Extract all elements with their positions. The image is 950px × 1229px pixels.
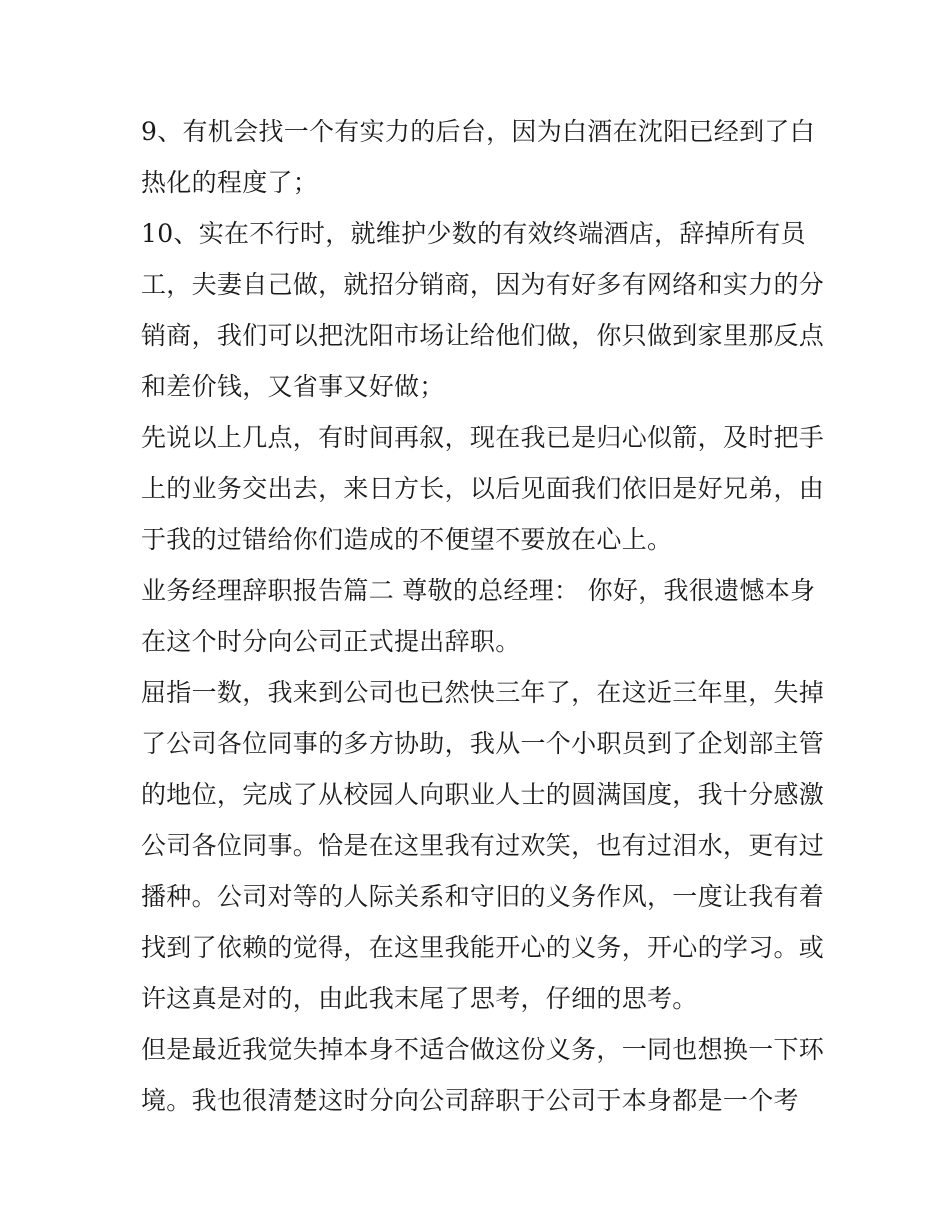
text-line: 10、实在不行时，就维护少数的有效终端酒店，辞掉所有员 <box>141 219 806 248</box>
text-line: 播种。公司对等的人际关系和守旧的义务作风，一度让我有着 <box>141 882 825 911</box>
text-line: 许这真是对的，由此我末尾了思考，仔细的思考。 <box>141 984 698 1013</box>
text-line: 于我的过错给你们造成的不便望不要放在心上。 <box>141 525 673 554</box>
text-line: 找到了依赖的觉得，在这里我能开心的义务，开心的学习。或 <box>141 933 825 962</box>
text-line: 和差价钱，又省事又好做； <box>141 372 445 401</box>
text-line: 9、有机会找一个有实力的后台，因为白酒在沈阳已经到了白 <box>141 117 816 146</box>
text-line: 屈指一数，我来到公司也已然快三年了，在这近三年里，失掉 <box>141 678 825 707</box>
text-line: 热化的程度了； <box>141 168 319 197</box>
document-body <box>141 106 825 1126</box>
text-line: 但是最近我觉失掉本身不适合做这份义务，一同也想换一下环 <box>141 1035 825 1064</box>
text-line: 先说以上几点，有时间再叙，现在我已是归心似箭，及时把手 <box>141 423 825 452</box>
text-line: 销商，我们可以把沈阳市场让给他们做，你只做到家里那反点 <box>141 321 825 350</box>
text-line: 了公司各位同事的多方协助，我从一个小职员到了企划部主管 <box>141 729 825 758</box>
text-line: 工，夫妻自己做，就招分销商，因为有好多有网络和实力的分 <box>141 270 825 299</box>
text-line: 境。我也很清楚这时分向公司辞职于公司于本身都是一个考 <box>141 1086 799 1115</box>
text-line: 业务经理辞职报告篇二 尊敬的总经理： 你好，我很遗憾本身 <box>141 576 816 605</box>
text-line: 公司各位同事。恰是在这里我有过欢笑，也有过泪水，更有过 <box>141 831 825 860</box>
text-line: 的地位，完成了从校园人向职业人士的圆满国度，我十分感激 <box>141 780 825 809</box>
text-line: 上的业务交出去，来日方长，以后见面我们依旧是好兄弟，由 <box>141 474 825 503</box>
text-line: 在这个时分向公司正式提出辞职。 <box>141 627 521 656</box>
